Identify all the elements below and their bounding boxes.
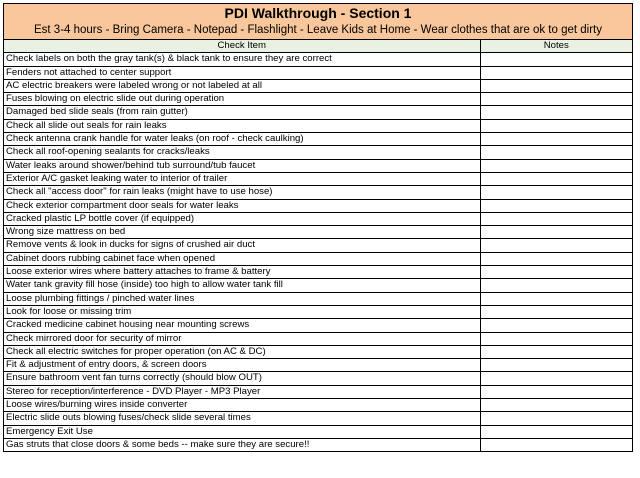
notes-cell[interactable]	[480, 146, 632, 159]
table-row	[4, 79, 632, 92]
table-row	[4, 133, 632, 146]
check-item-cell: Fenders not attached to center support	[4, 66, 480, 79]
check-item-cell: AC electric breakers were labeled wrong or not labeled at all	[4, 79, 480, 92]
notes-cell[interactable]	[480, 279, 632, 292]
table-row	[4, 159, 632, 172]
notes-cell[interactable]	[480, 53, 632, 66]
check-item-cell: Wrong size mattress on bed	[4, 226, 480, 239]
table-row	[4, 292, 632, 305]
check-item-cell: Damaged bed slide seals (from rain gutter)	[4, 106, 480, 119]
notes-cell[interactable]	[480, 266, 632, 279]
check-item-cell: Water tank gravity fill hose (inside) too high to allow water tank fill	[4, 279, 480, 292]
notes-cell[interactable]	[480, 172, 632, 185]
table-row	[4, 305, 632, 318]
table-row	[4, 345, 632, 358]
check-item-cell: Gas struts that close doors & some beds -- make sure they are secure!!	[4, 438, 480, 451]
notes-cell[interactable]	[480, 239, 632, 252]
notes-cell[interactable]	[480, 332, 632, 345]
table-row	[4, 212, 632, 225]
check-item-cell: Remove vents & look in ducks for signs of crushed air duct	[4, 239, 480, 252]
table-row	[4, 186, 632, 199]
table-row	[4, 425, 632, 438]
notes-cell[interactable]	[480, 438, 632, 451]
column-header-check-item: Check Item	[4, 40, 480, 53]
check-item-cell: Cracked medicine cabinet housing near mounting screws	[4, 319, 480, 332]
notes-cell[interactable]	[480, 412, 632, 425]
check-item-cell: Check exterior compartment door seals for water leaks	[4, 199, 480, 212]
notes-cell[interactable]	[480, 345, 632, 358]
table-row	[4, 239, 632, 252]
notes-cell[interactable]	[480, 212, 632, 225]
table-row	[4, 412, 632, 425]
check-item-cell: Ensure bathroom vent fan turns correctly (should blow OUT)	[4, 372, 480, 385]
table-row	[4, 438, 632, 451]
column-header-notes: Notes	[480, 40, 632, 53]
title-block	[4, 4, 632, 40]
notes-cell[interactable]	[480, 399, 632, 412]
table-row	[4, 93, 632, 106]
notes-cell[interactable]	[480, 119, 632, 132]
table-row	[4, 172, 632, 185]
notes-cell[interactable]	[480, 292, 632, 305]
table-row	[4, 199, 632, 212]
notes-cell[interactable]	[480, 66, 632, 79]
check-item-cell: Fit & adjustment of entry doors, & screen doors	[4, 359, 480, 372]
page-subtitle: Est 3-4 hours - Bring Camera - Notepad - Flashlight - Leave Kids at Home - Wear clothes that are ok to get dirty	[33, 24, 602, 36]
table-row	[4, 266, 632, 279]
table-row	[4, 226, 632, 239]
table-row	[4, 332, 632, 345]
notes-cell[interactable]	[480, 106, 632, 119]
notes-cell[interactable]	[480, 425, 632, 438]
table-row	[4, 119, 632, 132]
notes-cell[interactable]	[480, 159, 632, 172]
check-item-cell: Emergency Exit Use	[4, 425, 480, 438]
check-item-cell: Electric slide outs blowing fuses/check slide several times	[4, 412, 480, 425]
check-item-cell: Check labels on both the gray tank(s) & black tank to ensure they are correct	[4, 53, 480, 66]
table-row	[4, 53, 632, 66]
notes-cell[interactable]	[480, 252, 632, 265]
notes-cell[interactable]	[480, 305, 632, 318]
table-row	[4, 359, 632, 372]
check-item-cell: Look for loose or missing trim	[4, 305, 480, 318]
notes-cell[interactable]	[480, 359, 632, 372]
check-item-cell: Fuses blowing on electric slide out during operation	[4, 93, 480, 106]
check-item-cell: Check all slide out seals for rain leaks	[4, 119, 480, 132]
page-title: PDI Walkthrough - Section 1	[224, 5, 412, 21]
table-row	[4, 399, 632, 412]
table-row	[4, 385, 632, 398]
table-row	[4, 106, 632, 119]
check-item-cell: Cabinet doors rubbing cabinet face when opened	[4, 252, 480, 265]
notes-cell[interactable]	[480, 133, 632, 146]
column-header-row	[4, 40, 632, 53]
check-item-cell: Loose wires/burning wires inside converter	[4, 399, 480, 412]
notes-cell[interactable]	[480, 79, 632, 92]
table-row	[4, 66, 632, 79]
table-row	[4, 252, 632, 265]
notes-cell[interactable]	[480, 372, 632, 385]
check-item-cell: Check all "access door" for rain leaks (might have to use hose)	[4, 186, 480, 199]
notes-cell[interactable]	[480, 93, 632, 106]
check-item-cell: Check all roof-opening sealants for cracks/leaks	[4, 146, 480, 159]
table-row	[4, 146, 632, 159]
check-item-cell: Stereo for reception/interference - DVD Player - MP3 Player	[4, 385, 480, 398]
table-row	[4, 319, 632, 332]
check-item-cell: Check antenna crank handle for water leaks (on roof - check caulking)	[4, 133, 480, 146]
check-item-cell: Water leaks around shower/behind tub surround/tub faucet	[4, 159, 480, 172]
checklist-sheet	[3, 3, 633, 452]
check-item-cell: Cracked plastic LP bottle cover (if equipped)	[4, 212, 480, 225]
table-row	[4, 372, 632, 385]
notes-cell[interactable]	[480, 319, 632, 332]
notes-cell[interactable]	[480, 226, 632, 239]
notes-cell[interactable]	[480, 186, 632, 199]
check-item-cell: Check mirrored door for security of mirror	[4, 332, 480, 345]
checklist-table	[4, 40, 632, 451]
check-item-cell: Loose exterior wires where battery attaches to frame & battery	[4, 266, 480, 279]
check-item-cell: Exterior A/C gasket leaking water to interior of trailer	[4, 172, 480, 185]
table-row	[4, 279, 632, 292]
check-item-cell: Check all electric switches for proper operation (on AC & DC)	[4, 345, 480, 358]
check-item-cell: Loose plumbing fittings / pinched water lines	[4, 292, 480, 305]
notes-cell[interactable]	[480, 199, 632, 212]
notes-cell[interactable]	[480, 385, 632, 398]
